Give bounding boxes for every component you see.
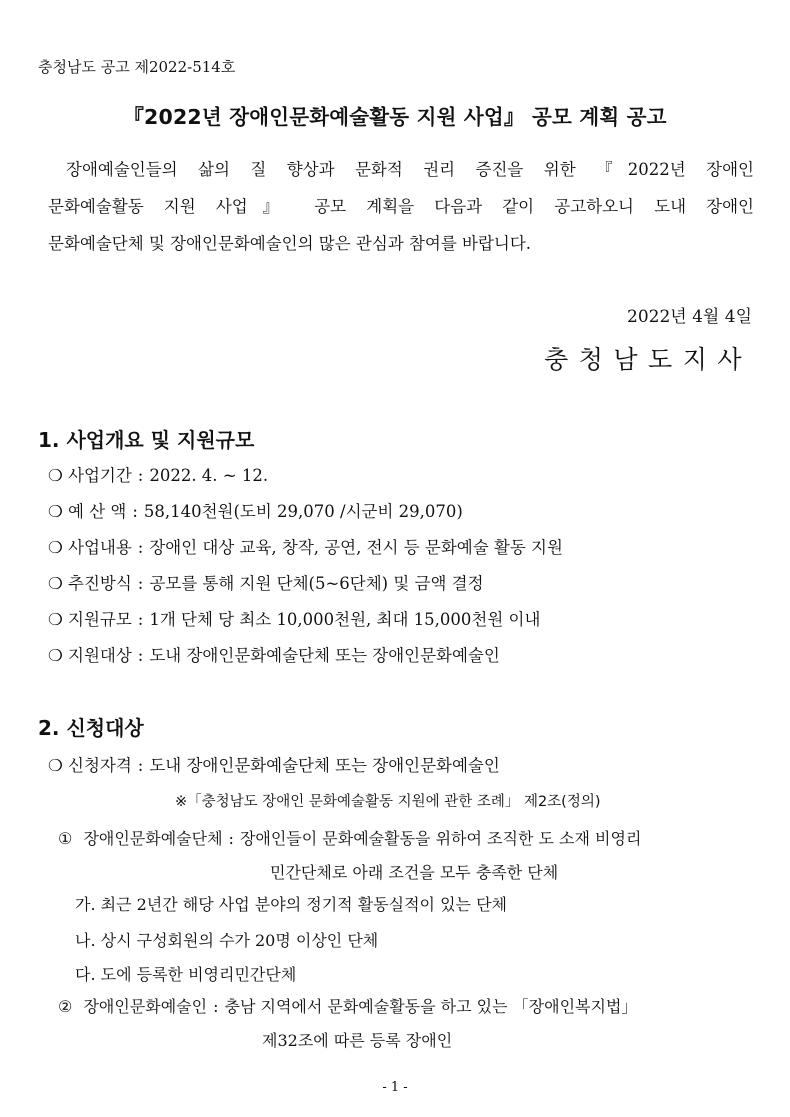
intro-line-1: 장애예술인들의 삶의 질 향상과 문화적 권리 증진을 위한 『2022년 장애인 — [66, 160, 754, 179]
item-label: 지원규모 — [68, 610, 132, 629]
condition-na: 나. 상시 구성회원의 수가 20명 이상인 단체 — [75, 931, 379, 950]
overview-item: ❍ 예 산 액 : 58,140천원(도비 29,070 /시군비 29,070) — [48, 498, 463, 522]
item-label: 사업내용 — [68, 538, 132, 557]
circle-bullet-icon: ❍ — [48, 538, 63, 557]
definition-text: 충남 지역에서 문화예술활동을 하고 있는 「장애인복지법」 — [224, 997, 638, 1016]
overview-item: ❍ 지원대상 : 도내 장애인문화예술단체 또는 장애인문화예술인 — [48, 642, 500, 666]
definition-2-continued: 제32조에 따른 등록 장애인 — [262, 1031, 453, 1050]
overview-item: ❍ 사업내용 : 장애인 대상 교육, 창작, 공연, 전시 등 문화예술 활동 지원 — [48, 534, 563, 558]
qualification-item: ❍ 신청자격 : 도내 장애인문화예술단체 또는 장애인문화예술인 — [48, 752, 500, 776]
circle-bullet-icon: ❍ — [48, 756, 63, 775]
page-number: - 1 - — [382, 1080, 408, 1095]
intro-line-3: 문화예술단체 및 장애인문화예술인의 많은 관심과 참여를 바랍니다. — [48, 234, 532, 253]
definition-2: ② 장애인문화예술인 : 충남 지역에서 문화예술활동을 하고 있는 「장애인복지법」 — [58, 997, 638, 1016]
notice-number: 충청남도 공고 제2022-514호 — [38, 58, 236, 76]
overview-item: ❍ 추진방식 : 공모를 통해 지원 단체(5~6단체) 및 금액 결정 — [48, 570, 484, 594]
signer: 충청남도지사 — [544, 345, 752, 374]
item-value: 2022. 4. ~ 12. — [149, 466, 269, 485]
ordinance-note: ※「충청남도 장애인 문화예술활동 지원에 관한 조례」 제2조(정의) — [175, 794, 601, 810]
circle-bullet-icon: ❍ — [48, 466, 63, 485]
circle-bullet-icon: ❍ — [48, 502, 63, 521]
definition-1: ① 장애인문화예술단체 : 장애인들이 문화예술활동을 위하여 조직한 도 소재 비영리 — [58, 829, 642, 848]
section-2-heading: 2. 신청대상 — [38, 716, 144, 740]
overview-item: ❍ 지원규모 : 1개 단체 당 최소 10,000천원, 최대 15,000천원 이내 — [48, 606, 540, 630]
condition-ga: 가. 최근 2년간 해당 사업 분야의 정기적 활동실적이 있는 단체 — [75, 895, 507, 914]
definition-text: 장애인들이 문화예술활동을 위하여 조직한 도 소재 비영리 — [239, 829, 642, 848]
circle-bullet-icon: ❍ — [48, 574, 63, 593]
item-label: 사업기간 — [68, 466, 132, 485]
intro-line-2: 문화예술활동 지원 사업』 공모 계획을 다음과 같이 공고하오니 도내 장애인 — [48, 197, 754, 216]
definition-term: 장애인문화예술단체 — [83, 829, 223, 848]
definition-1-continued: 민간단체로 아래 조건을 모두 충족한 단체 — [270, 863, 559, 882]
item-value: 1개 단체 당 최소 10,000천원, 최대 15,000천원 이내 — [149, 610, 541, 629]
page-title: 『2022년 장애인문화예술활동 지원 사업』 공모 계획 공고 — [123, 105, 667, 129]
item-value: 장애인 대상 교육, 창작, 공연, 전시 등 문화예술 활동 지원 — [149, 538, 563, 557]
circled-one-marker: ① — [58, 829, 73, 848]
item-label: 신청자격 — [68, 756, 132, 775]
definition-term: 장애인문화예술인 — [83, 997, 208, 1016]
announcement-date: 2022년 4월 4일 — [627, 307, 752, 327]
circle-bullet-icon: ❍ — [48, 646, 63, 665]
condition-da: 다. 도에 등록한 비영리민간단체 — [75, 965, 297, 984]
item-value: 도내 장애인문화예술단체 또는 장애인문화예술인 — [149, 756, 500, 775]
item-value: 58,140천원(도비 29,070 /시군비 29,070) — [143, 502, 463, 521]
circled-two-marker: ② — [58, 997, 73, 1016]
item-label: 추진방식 — [68, 574, 132, 593]
item-value: 도내 장애인문화예술단체 또는 장애인문화예술인 — [149, 646, 500, 665]
item-value: 공모를 통해 지원 단체(5~6단체) 및 금액 결정 — [149, 574, 484, 593]
overview-item: ❍ 사업기간 : 2022. 4. ~ 12. — [48, 462, 268, 486]
item-label: 예 산 액 — [68, 502, 127, 521]
circle-bullet-icon: ❍ — [48, 610, 63, 629]
section-1-heading: 1. 사업개요 및 지원규모 — [38, 428, 255, 452]
item-label: 지원대상 — [68, 646, 132, 665]
